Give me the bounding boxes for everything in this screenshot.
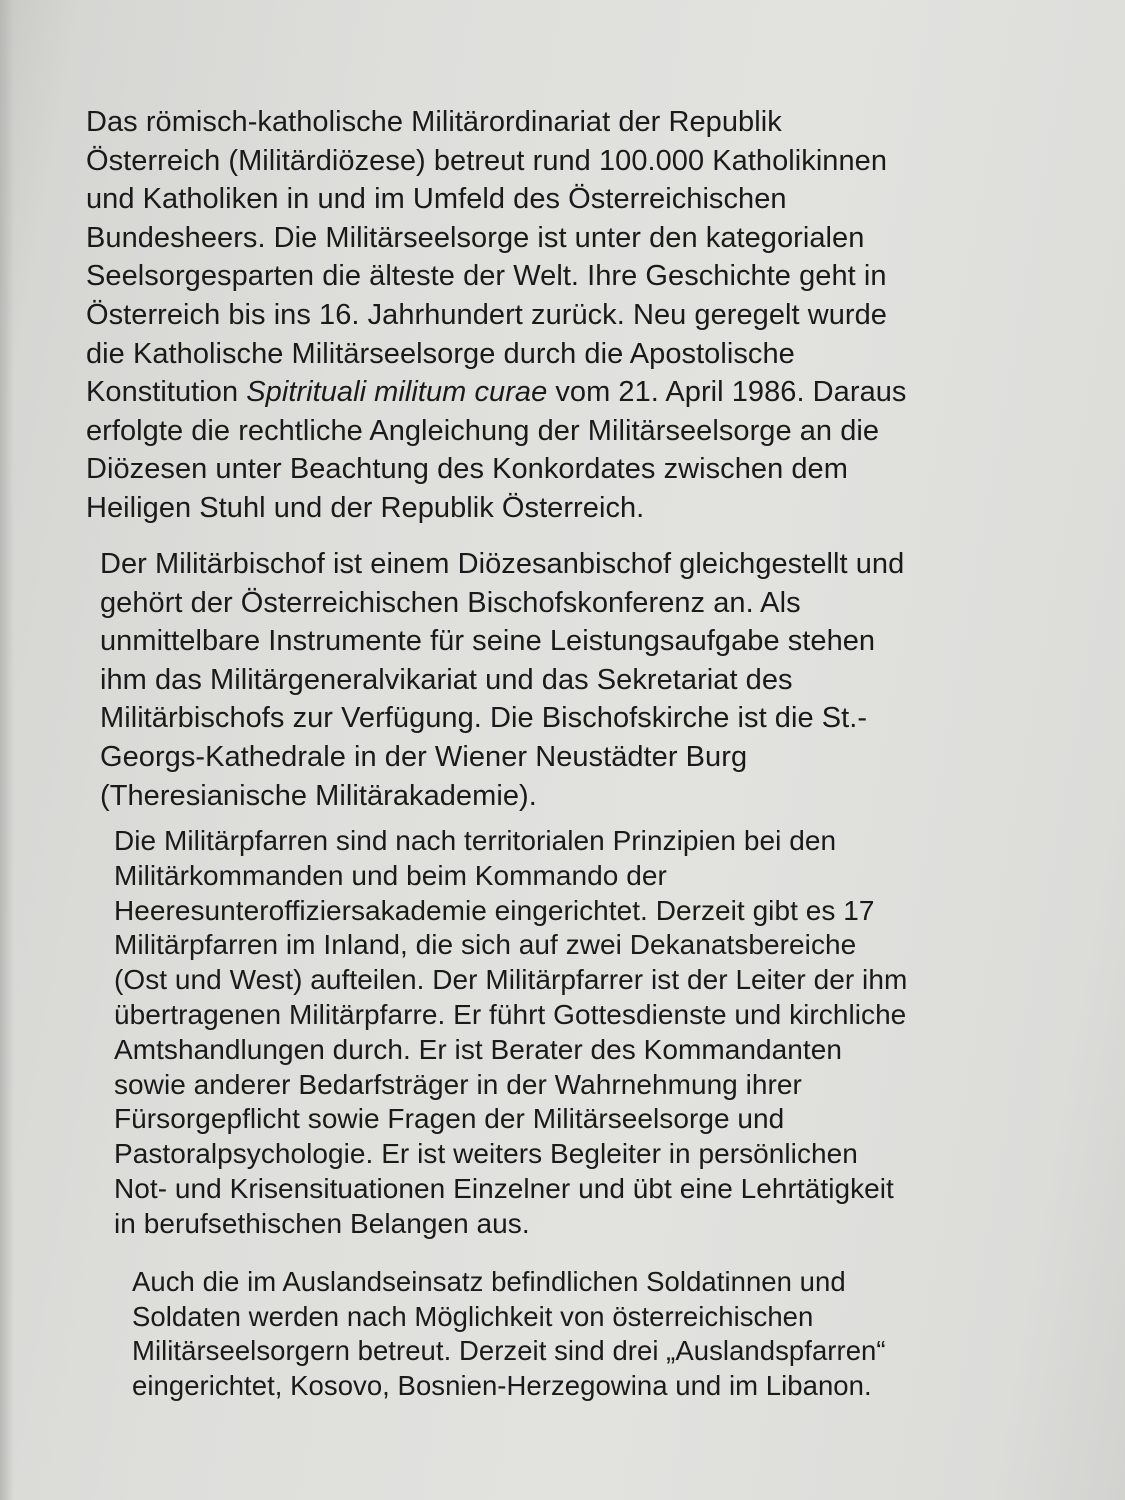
text-line: Heiligen Stuhl und der Republik Österreich. — [86, 491, 645, 524]
text-line: gehört der Österreichischen Bischofskonferenz an. Als — [100, 586, 801, 619]
konstitution-title: Spitrituali militum curae — [246, 376, 548, 409]
text-line: Heeresunteroffiziersakademie eingerichtet. Derzeit gibt es 17 — [114, 894, 875, 926]
text-line: Diözesen unter Beachtung des Konkordates zwischen dem — [86, 453, 848, 486]
text-line: und Katholiken in und im Umfeld des Österreichischen — [86, 183, 787, 216]
text-line: Österreich bis ins 16. Jahrhundert zurück. Neu geregelt wurde — [86, 298, 887, 331]
text-line: (Ost und West) aufteilen. Der Militärpfarrer ist der Leiter der ihm — [114, 964, 908, 996]
text-line: erfolgte die rechtliche Angleichung der Militärseelsorge an die — [86, 414, 880, 447]
text-line: Auch die im Auslandseinsatz befindlichen Soldatinnen und — [132, 1266, 846, 1297]
text-line: Georgs-Kathedrale in der Wiener Neustädter Burg — [100, 740, 748, 773]
text-line: (Theresianische Militärakademie). — [100, 779, 537, 812]
panel-edge-shadow — [0, 0, 14, 1500]
text-line: in berufsethischen Belangen aus. — [114, 1207, 530, 1239]
paragraph-militaerbischof — [100, 545, 904, 815]
text-line: Not- und Krisensituationen Einzelner und übt eine Lehrtätigkeit — [114, 1172, 894, 1204]
text-line: Seelsorgesparten die älteste der Welt. Ihre Geschichte geht in — [86, 260, 887, 293]
text-line: übertragenen Militärpfarre. Er führt Gottesdienste und kirchliche — [114, 998, 907, 1030]
paragraph-militaerordinariat — [86, 103, 906, 528]
text-line: sowie anderer Bedarfsträger in der Wahrnehmung ihrer — [114, 1068, 802, 1100]
text-line: Die Militärpfarren sind nach territorialen Prinzipien bei den — [114, 825, 837, 856]
text-line: die Katholische Militärseelsorge durch die Apostolische — [86, 337, 795, 370]
text-line: Pastoralpsychologie. Er ist weiters Begleiter in persönlichen — [114, 1138, 858, 1170]
konstitution-suffix: vom 21. April 1986. Daraus — [547, 376, 907, 409]
text-line: Fürsorgepflicht sowie Fragen der Militärseelsorge und — [114, 1103, 785, 1135]
text-line: Militärkommanden und beim Kommando der — [114, 859, 667, 891]
text-line: Der Militärbischof ist einem Diözesanbischof gleichgestellt und — [100, 548, 905, 580]
text-line: Militärbischofs zur Verfügung. Die Bischofskirche ist die St.- — [100, 702, 868, 735]
text-line: Soldaten werden nach Möglichkeit von österreichischen — [132, 1300, 814, 1332]
text-line: Bundesheers. Die Militärseelsorge ist unter den kategorialen — [86, 221, 865, 254]
text-line: ihm das Militärgeneralvikariat und das Sekretariat des — [100, 663, 793, 696]
text-line-konstitution — [86, 373, 906, 412]
text-line: Das römisch-katholische Militärordinariat der Republik — [86, 106, 782, 138]
text-line: Amtshandlungen durch. Er ist Berater des Kommandanten — [114, 1033, 842, 1065]
text-line: eingerichtet, Kosovo, Bosnien-Herzegowina und im Libanon. — [132, 1369, 872, 1401]
paragraph-auslandseinsatz — [132, 1265, 886, 1403]
text-line: Militärseelsorgern betreut. Derzeit sind drei „Auslandspfarren“ — [132, 1335, 886, 1366]
konstitution-prefix: Konstitution — [86, 376, 247, 409]
text-line: Militärpfarren im Inland, die sich auf zwei Dekanatsbereiche — [114, 929, 857, 961]
text-line: unmittelbare Instrumente für seine Leistungsaufgabe stehen — [100, 625, 876, 658]
text-line: Österreich (Militärdiözese) betreut rund 100.000 Katholikinnen — [86, 144, 888, 177]
paragraph-militaerpfarren — [114, 824, 907, 1242]
